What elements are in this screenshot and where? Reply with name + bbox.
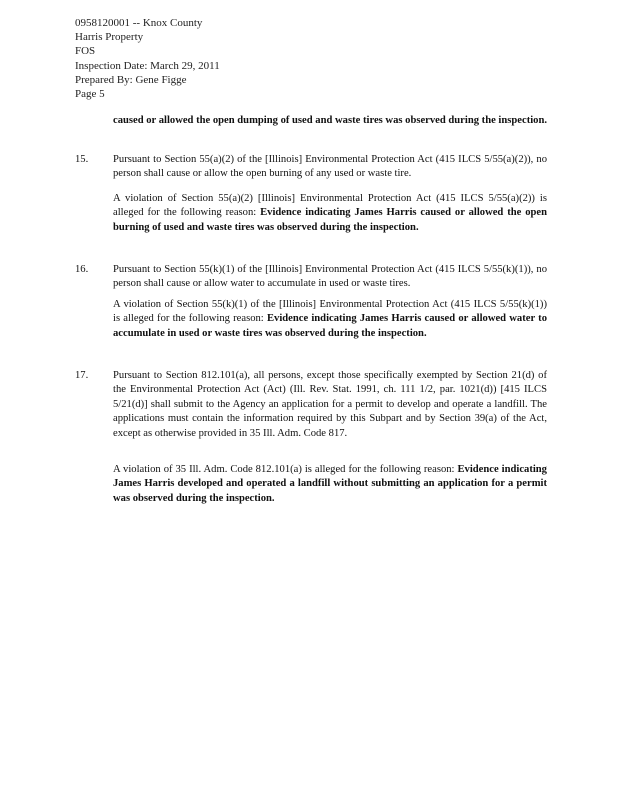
violation-plain-text: A violation of Section 55(a)(2) [Illinois] Environmental Protection Act (415 ILCS 5/55(a)(2)) is alleged for the following reason: xyxy=(113,193,547,219)
header-prepared-by: Prepared By: Gene Figge xyxy=(75,73,187,86)
item-statute-text: Pursuant to Section 812.101(a), all persons, except those specifically exempted by Section 21(d) of the Environmental Protection Act (Act) (Ill. Rev. Stat. 1991, ch. 111 1/2, par. 1021(d)) [415 ILCS 5/21(d)] shall submit to the Agency an application for a permit to develop and operate a landfill. The applications must contain the information required by this Subpart and by Section 39(a) of the Act, except as otherwise provided in 35 Ill. Adm. Code 817. xyxy=(113,370,547,439)
continued-violation-text: caused or allowed the open dumping of used and waste tires was observed during the inspection. xyxy=(113,115,547,126)
item-violation-text xyxy=(113,463,547,506)
item-violation-text xyxy=(113,192,547,235)
header-report-type: FOS xyxy=(75,45,96,58)
item-number: 17. xyxy=(75,370,89,381)
header-site-id: 0958120001 -- Knox County xyxy=(75,17,203,29)
item-number: 16. xyxy=(75,264,89,275)
violation-bold-text: Evidence indicating James Harris caused or allowed water to accumulate in used or waste tires was observed during the inspection. xyxy=(113,313,547,339)
header-page-number: Page 5 xyxy=(75,88,105,101)
header-inspection-date: Inspection Date: March 29, 2011 xyxy=(75,59,220,72)
item-number: 15. xyxy=(75,154,89,165)
violation-plain-text: A violation of Section 55(k)(1) of the [Illinois] Environmental Protection Act (415 ILCS 5/55(k)(1)) is alleged for the following reason: xyxy=(113,299,547,325)
violation-bold-text: Evidence indicating James Harris caused or allowed the open burning of used and waste tires was observed during the inspection. xyxy=(113,207,547,233)
violation-plain-text: A violation of 35 Ill. Adm. Code 812.101(a) is alleged for the following reason: xyxy=(113,464,455,475)
item-statute-text: Pursuant to Section 55(k)(1) of the [Illinois] Environmental Protection Act (415 ILCS 5/55(k)(1)), no person shall cause or allow water to accumulate in used or waste tires. xyxy=(113,264,547,290)
header-property: Harris Property xyxy=(75,31,144,44)
page-header xyxy=(75,16,220,101)
item-violation-text xyxy=(113,298,547,341)
violation-bold-text: Evidence indicating James Harris developed and operated a landfill without submitting an application for a permit was observed during the inspection. xyxy=(113,464,547,504)
item-statute-text: Pursuant to Section 55(a)(2) of the [Illinois] Environmental Protection Act (415 ILCS 5/55(a)(2)), no person shall cause or allow the open burning of any used or waste tire. xyxy=(113,154,547,180)
